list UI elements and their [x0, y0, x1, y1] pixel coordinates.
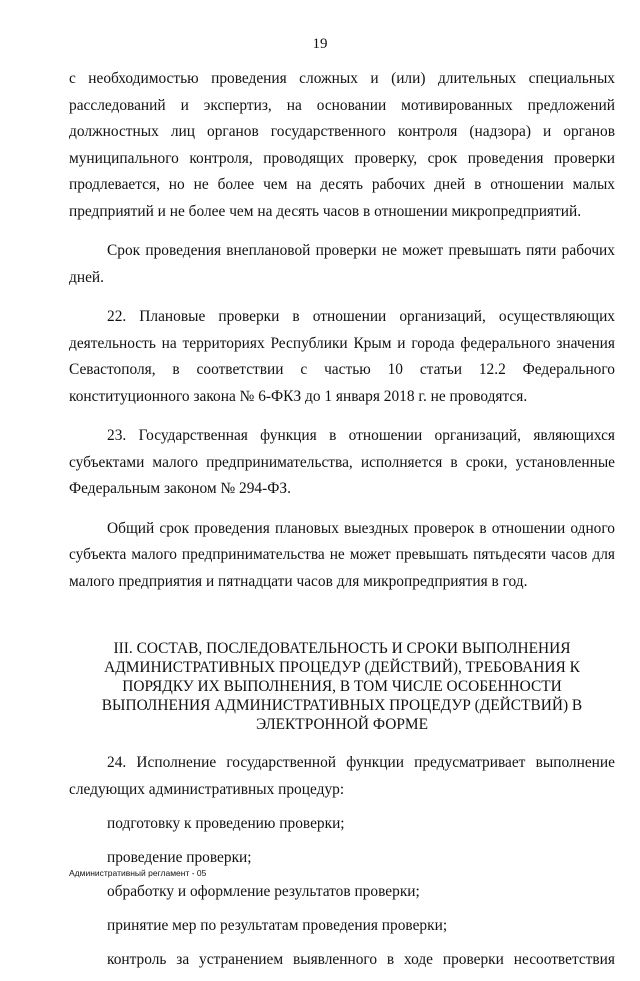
- paragraph-23: 23. Государственная функция в отношении организаций, являющихся субъектами малого предпринимательства, исполняется в сроки, установленные Федеральным законом № 294-ФЗ.: [69, 427, 615, 497]
- footer-text: Административный регламент - 05: [69, 868, 207, 878]
- list-item: подготовку к проведению проверки;: [107, 815, 345, 832]
- list-item: принятие мер по результатам проведения проверки;: [107, 917, 448, 934]
- list-item: контроль за устранением выявленного в ходе проверки несоответствия: [107, 951, 615, 968]
- document-body: [69, 66, 615, 981]
- paragraph-continuation: с необходимостью проведения сложных и (или) длительных специальных расследований и экспертиз, на основании мотивированных предложений должностных лиц органов государственного контроля (надзора) и органов муниципального контроля, проводящих проверку, срок проведения проверки продлевается, но не более чем на десять рабочих дней в отношении малых предприятий и не более чем на десять часов в отношении микропредприятий.: [69, 70, 615, 220]
- list-item: проведение проверки;: [107, 849, 252, 866]
- list-item: обработку и оформление результатов проверки;: [107, 883, 420, 900]
- paragraph-total-duration: Общий срок проведения плановых выездных проверок в отношении одного субъекта малого предпринимательства не может превышать пятьдесяти часов для малого предприятия и пятнадцати часов для микропредприятия в год.: [69, 519, 615, 590]
- paragraph-24: 24. Исполнение государственной функции предусматривает выполнение следующих административных процедур:: [69, 754, 615, 798]
- paragraph-unscheduled-inspection: Срок проведения внеплановой проверки не может превышать пяти рабочих дней.: [69, 242, 615, 286]
- section-heading: III. СОСТАВ, ПОСЛЕДОВАТЕЛЬНОСТЬ И СРОКИ ВЫПОЛНЕНИЯ АДМИНИСТРАТИВНЫХ ПРОЦЕДУР (ДЕЙСТВИЙ), ТРЕБОВАНИЯ К ПОРЯДКУ ИХ ВЫПОЛНЕНИЯ, В ТОМ ЧИСЛЕ ОСОБЕННОСТИ ВЫПОЛНЕНИЯ АДМИНИСТРАТИВНЫХ ПРОЦЕДУР (ДЕЙСТВИЙ) В ЭЛЕКТРОННОЙ ФОРМЕ: [101, 640, 583, 733]
- page-number: 19: [312, 36, 328, 52]
- paragraph-22: 22. Плановые проверки в отношении организаций, осуществляющих деятельность на территориях Республики Крым и города федерального значения Севастополя, в соответствии с частью 10 статьи 12.2 Федерального конституционного закона № 6-ФКЗ до 1 января 2018 г. не проводятся.: [69, 308, 615, 405]
